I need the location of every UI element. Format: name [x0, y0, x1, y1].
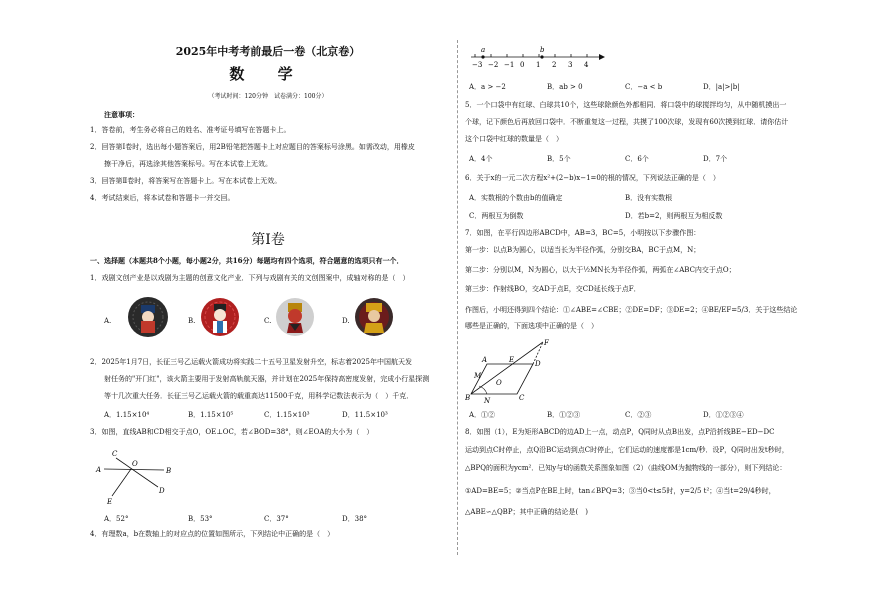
part-title: 第Ⅰ卷	[251, 232, 285, 248]
notes-heading: 注意事项：	[104, 110, 139, 119]
note-item: 3．回答第Ⅱ卷时，将答案写在答题卡上。写在本试卷上无效。	[90, 177, 282, 185]
opera-mask-b-image	[200, 297, 240, 337]
q7-option-d: D．①②③④	[703, 411, 744, 419]
label-c: C	[112, 450, 118, 458]
label-f: F	[544, 339, 549, 347]
number-line-tick-label: −1	[504, 61, 515, 69]
question-7-line: 哪些是正确的，下面选项中正确的是（ ）	[465, 322, 598, 330]
number-line-tick-label: 4	[584, 61, 589, 69]
q7-option-b: B．①②③	[547, 411, 581, 419]
exam-title: 2025年中考考前最后一卷（北京卷）	[175, 45, 361, 58]
q3-option-a: A．52°	[104, 515, 129, 523]
label-e: E	[509, 356, 515, 364]
label-n: N	[484, 397, 491, 405]
q3-option-d: D．38°	[342, 515, 368, 523]
point-b	[540, 55, 543, 58]
label-o: O	[496, 379, 502, 387]
q2-option-d: D．11.5×10³	[342, 411, 388, 419]
label-a: a	[481, 46, 486, 54]
line-ab	[104, 469, 164, 470]
question-8-line: 运动到点C时停止，点Q沿BC运动到点C时停止，它们运动的速度都是1cm/秒．设P，Q同时出发t秒时，	[465, 446, 789, 454]
opera-mask-a-image	[128, 297, 168, 337]
q5-option-c: C．6个	[625, 155, 649, 163]
label-b: b	[540, 46, 545, 54]
question-5-line: 这个口袋中红球的数量是（ ）	[465, 135, 563, 143]
q6-option-c: C．两根互为倒数	[469, 212, 524, 220]
note-item: 4．考试结束后，将本试卷和答题卡一并交回。	[90, 194, 235, 202]
label-a: A	[482, 356, 488, 364]
note-item: 1．答卷前，考生务必将自己的姓名、准考证号填写在答题卡上。	[90, 126, 291, 134]
number-line-tick-label: −3	[472, 61, 483, 69]
label-c: C	[519, 394, 525, 402]
q4-option-b: B．ab > 0	[547, 83, 583, 91]
ray-oe	[112, 469, 131, 496]
question-5-line: 5．一个口袋中有红球、白球共10个，这些球除颜色外都相同．将口袋中的球搅拌均匀，从中随机摸出一	[465, 101, 787, 109]
q3-figure	[94, 440, 184, 506]
q2-option-a: A．1.15×10⁴	[104, 411, 150, 419]
label-b: B	[465, 394, 471, 402]
question-2-line: 等十几次重大任务．长征三号乙运载火箭的载重高达11500千克，用科学记数法表示为（ ）千克．	[104, 392, 414, 400]
question-2-line: 2．2025年1月7日，长征三号乙运载火箭成功将实践二十五号卫星发射升空，标志着2025年中国航天发	[90, 358, 412, 366]
question-7-line: 7．如图，在平行四边形ABCD中，AB=3，BC=5，小明按以下步骤作图：	[465, 229, 701, 237]
q7-option-a: A．①②	[469, 411, 496, 419]
question-4-stem: 4．有理数a，b在数轴上的对应点的位置如图所示，下列结论中正确的是（ ）	[90, 530, 335, 538]
question-8-line: ①AD=BE=5；②当点P在BE上时，tan∠BPQ=3；③当0<t≤5时，y=2/5 t²；④当t=29/4秒时，	[465, 487, 776, 495]
q5-option-d: D．7个	[703, 155, 728, 163]
question-7-line: 第三步：作射线BO，交AD于点E，交CD延长线于点F．	[465, 285, 641, 293]
number-line-tick-label: 1	[536, 61, 541, 69]
question-7-line: 第二步：分别以M，N为圆心，以大于½MN长为半径作弧，两弧在∠ABC内交于点O；	[465, 266, 736, 274]
question-8-line: △BPQ的面积为ycm²．已知y与t的函数关系图象如图（2）（曲线OM为抛物线的一部分），则下列结论：	[465, 464, 787, 472]
question-7-line: 第一步：以点B为圆心，以适当长为半径作弧，分别交BA，BC于点M，N；	[465, 246, 701, 254]
q3-option-b: B．53°	[188, 515, 213, 523]
q6-option-a: A．实数根的个数由b的值确定	[469, 194, 563, 202]
subject-title: 数 学	[229, 65, 307, 83]
question-7-line: 作图后，小明还得到四个结论：①∠ABE=∠CBE；②DE=DF；③DE=2；④BE/EF=5/3．关于这些结论	[465, 306, 798, 314]
label-b: B	[166, 467, 172, 475]
note-item: 2．回答第Ⅰ卷时，选出每小题答案后，用2B铅笔把答题卡上对应题目的答案标号涂黑。如需改动，用橡皮	[90, 143, 415, 151]
label-d: D	[159, 487, 165, 495]
note-item: 擦干净后，再选涂其他答案标号。写在本试卷上无效。	[104, 160, 272, 168]
ray-bo	[471, 342, 543, 394]
question-1-stem: 1．戏剧文创产业是以戏剧为主题的创意文化产业．下列与戏剧有关的文创图案中，成轴对称的是（ ）	[90, 274, 410, 282]
left-column	[88, 0, 448, 615]
label-m: M	[474, 372, 482, 380]
q4-option-c: C．−a < b	[625, 83, 663, 91]
question-8-line: △ABE∽△QBP；其中正确的结论是( )	[465, 508, 588, 516]
q1-option-a: A.	[104, 317, 112, 325]
q6-option-d: D．若b=2，则两根互为相反数	[625, 212, 723, 220]
opera-mask-c-image	[275, 297, 315, 337]
column-divider	[457, 40, 458, 555]
question-5-line: 个球，记下颜色后再放回口袋中．不断重复这一过程，共摸了100次球，发现有60次摸到红球．请你估计	[465, 118, 789, 126]
right-column	[465, 0, 815, 615]
opera-mask-d-image	[354, 297, 394, 337]
q3-option-c: C．37°	[264, 515, 289, 523]
label-d: D	[535, 360, 541, 368]
q5-option-a: A．4个	[469, 155, 493, 163]
number-line-tick-label: 2	[552, 61, 557, 69]
question-6-stem: 6．关于x的一元二次方程x²+(2−b)x−1=0的根的情况，下列说法正确的是（ ）	[465, 174, 720, 182]
q4-number-line	[469, 44, 609, 70]
number-line-tick-label: 3	[568, 61, 573, 69]
question-2-line: 射任务的"开门红"，该火箭主要用于发射高轨航天器，并计划在2025年保持高密度发射，完成小行星探测	[104, 375, 430, 383]
label-a: A	[96, 466, 102, 474]
section-instruction: 一、选择题（本题共8个小题，每小题2分，共16分）每题均有四个选项，符合题意的选项只有一个．	[90, 256, 404, 265]
q5-option-b: B．5个	[547, 155, 571, 163]
number-line-tick-label: −2	[488, 61, 499, 69]
label-e: E	[107, 498, 113, 506]
number-line-tick-label: 0	[520, 61, 525, 69]
q2-option-b: B．1.15×10⁵	[188, 411, 234, 419]
point-a	[481, 55, 484, 58]
q1-option-c: C.	[264, 317, 272, 325]
q7-figure	[465, 336, 565, 406]
q4-option-d: D．|a|>|b|	[703, 83, 740, 91]
q1-option-d: D.	[342, 317, 350, 325]
q2-option-c: C．1.15×10³	[264, 411, 310, 419]
label-o: O	[132, 460, 138, 468]
q1-option-b: B.	[188, 317, 196, 325]
question-3-stem: 3．如图，直线AB和CD相交于点O，OE⊥OC，若∠BOD=38°，则∠EOA的大小为（ ）	[90, 428, 374, 436]
q7-option-c: C．②③	[625, 411, 652, 419]
question-8-line: 8．如图（1），E为矩形ABCD的边AD上一点，动点P，Q同时从点B出发，点P沿折线BE−ED−DC	[465, 428, 775, 436]
exam-info: （考试时间：120分钟 试卷满分：100分）	[208, 93, 328, 100]
q6-option-b: B．没有实数根	[625, 194, 673, 202]
q4-option-a: A．a > −2	[469, 83, 506, 91]
